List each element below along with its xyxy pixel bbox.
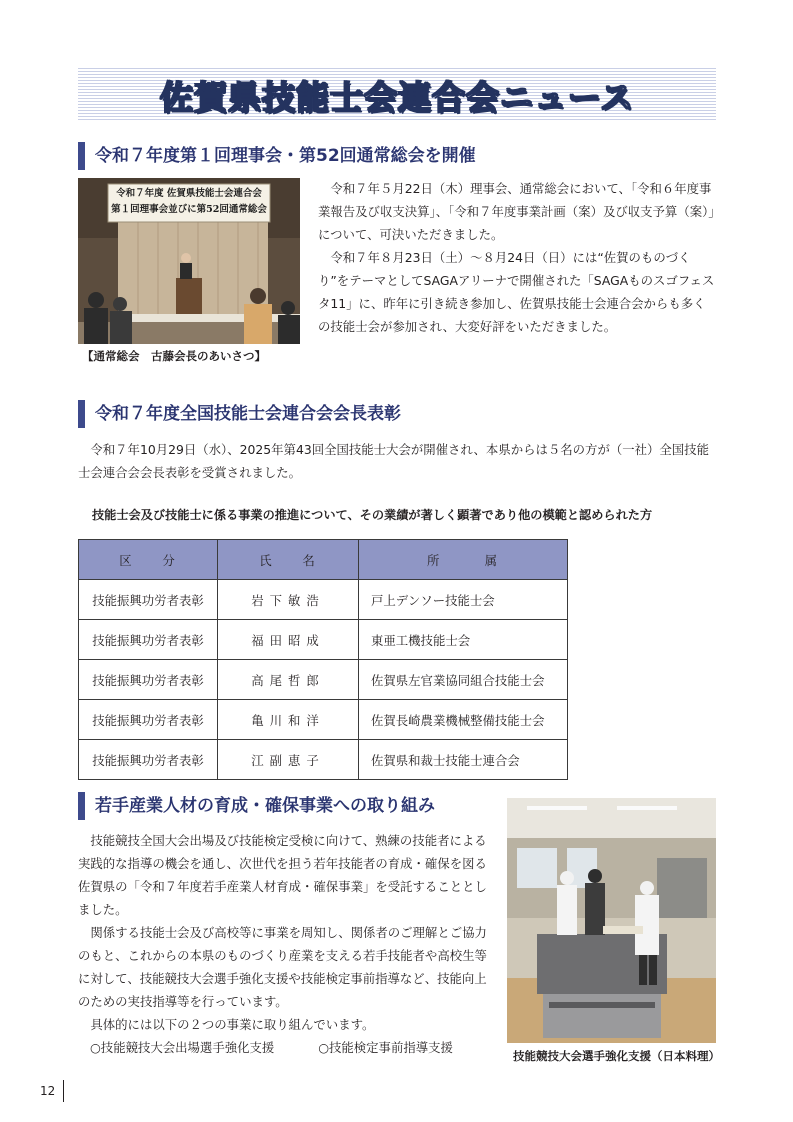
- support-item-2: ○技能検定事前指導支援: [318, 1040, 453, 1055]
- row-category: 技能振興功労者表彰: [79, 620, 218, 660]
- banner-title: 佐賀県技能士会連合会ニュース: [159, 78, 635, 117]
- training-photo: [507, 798, 716, 1043]
- section1-heading: 令和７年度第１回理事会・第52回通常総会を開催: [78, 142, 476, 170]
- row-affiliation: 東亜工機技能士会: [359, 620, 568, 660]
- section1-paragraph-1: 令和７年５月22日（木）理事会、通常総会において、「令和６年度事業報告及び収支決算」、「令和７年度事業計画（案）及び収支予算（案）」について、可決いただきました。: [318, 181, 715, 242]
- row-name: 岩下敏浩: [218, 580, 359, 620]
- photo-sign-line2: 第１回理事会並びに第52回通常総会: [111, 204, 267, 215]
- table-row: [79, 700, 568, 740]
- award-table: [78, 539, 568, 780]
- row-name: 高尾哲郎: [218, 660, 359, 700]
- row-name: 福田昭成: [218, 620, 359, 660]
- section3-heading: 若手産業人材の育成・確保事業への取り組み: [78, 792, 435, 820]
- training-photo-caption: 技能競技大会選手強化支援（日本料理）: [513, 1049, 720, 1063]
- section3-body: [78, 829, 494, 1059]
- row-category: 技能振興功労者表彰: [79, 660, 218, 700]
- table-row: [79, 740, 568, 780]
- row-category: 技能振興功労者表彰: [79, 580, 218, 620]
- training-photo-illustration: [507, 798, 716, 1043]
- row-affiliation: 佐賀長崎農業機械整備技能士会: [359, 700, 568, 740]
- page-number-divider: [63, 1080, 64, 1102]
- row-category: 技能振興功労者表彰: [79, 700, 218, 740]
- support-item-1: ○技能競技大会出場選手強化支援: [90, 1040, 275, 1055]
- table-row: [79, 620, 568, 660]
- row-affiliation: 佐賀県左官業協同組合技能士会: [359, 660, 568, 700]
- header-category: 区 分: [79, 540, 218, 580]
- row-category: 技能振興功労者表彰: [79, 740, 218, 780]
- award-criteria: 技能士会及び技能士に係る事業の推進について、その業績が著しく顕著であり他の模範と認められた方: [92, 508, 653, 522]
- award-table-header: [79, 540, 568, 580]
- meeting-photo-caption: 【通常総会 古藤会長のあいさつ】: [82, 349, 266, 363]
- row-name: 亀川和洋: [218, 700, 359, 740]
- meeting-photo: [78, 178, 300, 344]
- section1-body: [318, 177, 716, 338]
- section3-paragraph-1: 技能競技全国大会出場及び技能検定受検に向けて、熟練の技能者による実践的な指導の機会を通し、次世代を担う若年技能者の育成・確保を図る佐賀県の「令和７年度若手産業人材育成・確保事業」を受託することとしました。: [78, 833, 487, 917]
- section3-paragraph-2: 関係する技能士会及び高校等に事業を周知し、関係者のご理解とご協力のもと、これからの本県のものづくり産業を支える若手技能者や高校生等に対して、技能競技大会選手強化支援や技能検定事前指導など、技能向上のための実技指導等を行っています。: [78, 925, 487, 1009]
- support-items: [78, 1036, 494, 1059]
- section3-paragraph-3: 具体的には以下の２つの事業に取り組んでいます。: [90, 1017, 375, 1032]
- section1-paragraph-2: 令和７年８月23日（土）～８月24日（日）には“佐賀のものづくり”をテーマとしてSAGAアリーナで開催された「SAGAものスゴフェスタ11」に、昨年に引き続き参加し、佐賀県技能士会連合会からも多くの技能士会が参加され、大変好評をいただきました。: [318, 250, 715, 334]
- table-row: [79, 580, 568, 620]
- section2-heading: 令和７年度全国技能士会連合会会長表彰: [78, 400, 401, 428]
- header-name: 氏 名: [218, 540, 359, 580]
- news-banner: [78, 68, 716, 122]
- table-row: [79, 660, 568, 700]
- section2-paragraph: 令和７年10月29日（水）、2025年第43回全国技能士大会が開催され、本県からは５名の方が（一社）全国技能士会連合会会長表彰を受賞されました。: [78, 442, 709, 480]
- header-affiliation: 所 属: [359, 540, 568, 580]
- section2-body: [78, 438, 718, 484]
- page-number: 12: [40, 1084, 56, 1098]
- row-affiliation: 戸上デンソー技能士会: [359, 580, 568, 620]
- photo-sign-line1: 令和７年度 佐賀県技能士会連合会: [116, 188, 262, 199]
- row-name: 江副恵子: [218, 740, 359, 780]
- row-affiliation: 佐賀県和裁士技能士連合会: [359, 740, 568, 780]
